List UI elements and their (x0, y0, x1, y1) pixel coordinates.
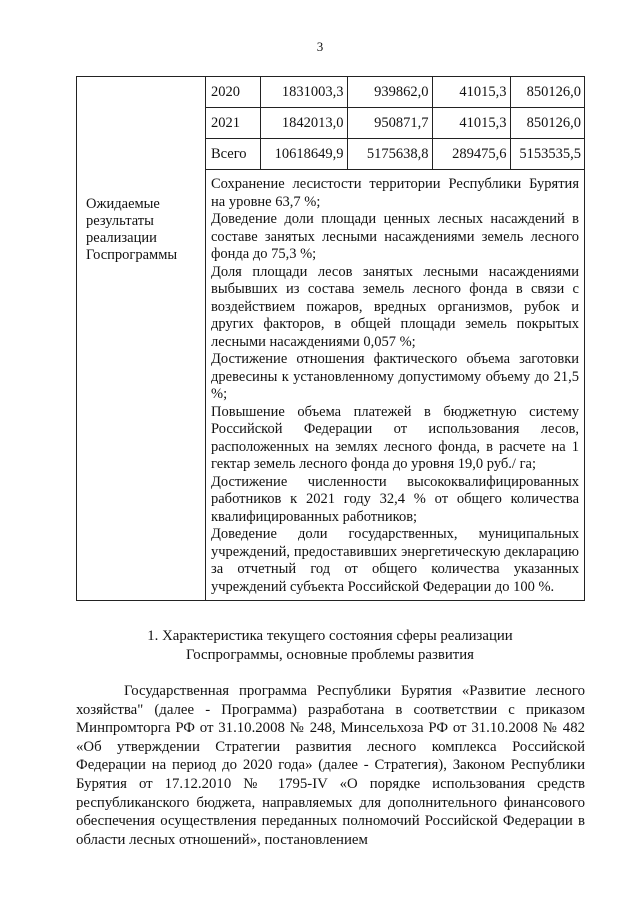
value-cell: 950871,7 (347, 108, 432, 139)
value-cell: 1831003,3 (260, 77, 347, 108)
table-row (206, 108, 584, 139)
value-cell: 41015,3 (432, 108, 510, 139)
program-passport-table (76, 76, 585, 601)
table-row (206, 139, 584, 170)
result-item: Доведение доли государственных, муниципальных учреждений, предоставивших энергетическую декларацию за отчетный год от общего количества указанных учреждений субъекта Российской Федерации до 100 %. (211, 526, 579, 595)
year-cell: 2020 (206, 77, 260, 108)
value-cell: 289475,6 (432, 139, 510, 170)
value-cell: 850126,0 (510, 77, 584, 108)
result-item: Доля площади лесов занятых лесными насаждениями выбывших из состава земель лесного фонда в связи с воздействием пожаров, вредных организмов, рубок и других факторов, в общей площади земель покрытых лесными насаждениями 0,057 %; (211, 263, 579, 350)
value-cell: 850126,0 (510, 108, 584, 139)
value-cell: 10618649,9 (260, 139, 347, 170)
result-item: Повышение объема платежей в бюджетную систему Российской Федерации от использования лесов, расположенных на землях лесного фонда, в расчете на 1 гектар земель лесного фонда до уровня 19,0 руб./ га; (211, 403, 579, 472)
content-cell (206, 77, 585, 601)
value-cell: 5175638,8 (347, 139, 432, 170)
result-item: Доведение доли площади ценных лесных насаждений в составе занятых лесными насаждениями земель лесного фонда до 75,3 %; (211, 211, 579, 262)
result-item: Достижение численности высококвалифицированных работников к 2021 году 32,4 % от общего количества квалифицированных работников; (211, 473, 579, 525)
result-item: Сохранение лесистости территории Республики Бурятия на уровне 63,7 %; (211, 176, 579, 210)
value-cell: 5153535,5 (510, 139, 584, 170)
value-cell: 939862,0 (347, 77, 432, 108)
year-cell: 2021 (206, 108, 260, 139)
expected-results (206, 170, 584, 600)
total-label-cell: Всего (206, 139, 260, 170)
table-row (206, 77, 584, 108)
body-paragraph: Государственная программа Республики Бурятия «Развитие лесного хозяйства" (далее - Программа) разработана в соответствии с приказом Минпромторга РФ от 31.10.2008 № 248, Минсельхоза РФ от 31.10.2008 № 482 «Об утверждении Стратегии развития лесного комплекса Российской Федерации на период до 2020 года» (далее - Стратегия), Законом Республики Бурятия от 17.12.2010 № 1795-IV «О порядке использования средств республиканского бюджета, направляемых для дополнительного финансового обеспечения осуществления переданных полномочий Российской Федерации в области лесных отношений», постановлением (76, 683, 585, 848)
row-label: Ожидаемые результаты реализации Госпрограммы (86, 196, 178, 263)
section-heading (110, 627, 550, 665)
page-number: 3 (316, 39, 324, 54)
body-text (76, 682, 585, 849)
value-cell: 41015,3 (432, 77, 510, 108)
result-item: Достижение отношения фактического объема заготовки древесины к установленному допустимому объему до 21,5 %; (211, 351, 579, 402)
row-label-cell (77, 77, 206, 601)
value-cell: 1842013,0 (260, 108, 347, 139)
section-heading-line: Госпрограммы, основные проблемы развития (186, 647, 474, 663)
finance-table (206, 77, 584, 170)
section-heading-line: 1. Характеристика текущего состояния сферы реализации (147, 628, 513, 644)
